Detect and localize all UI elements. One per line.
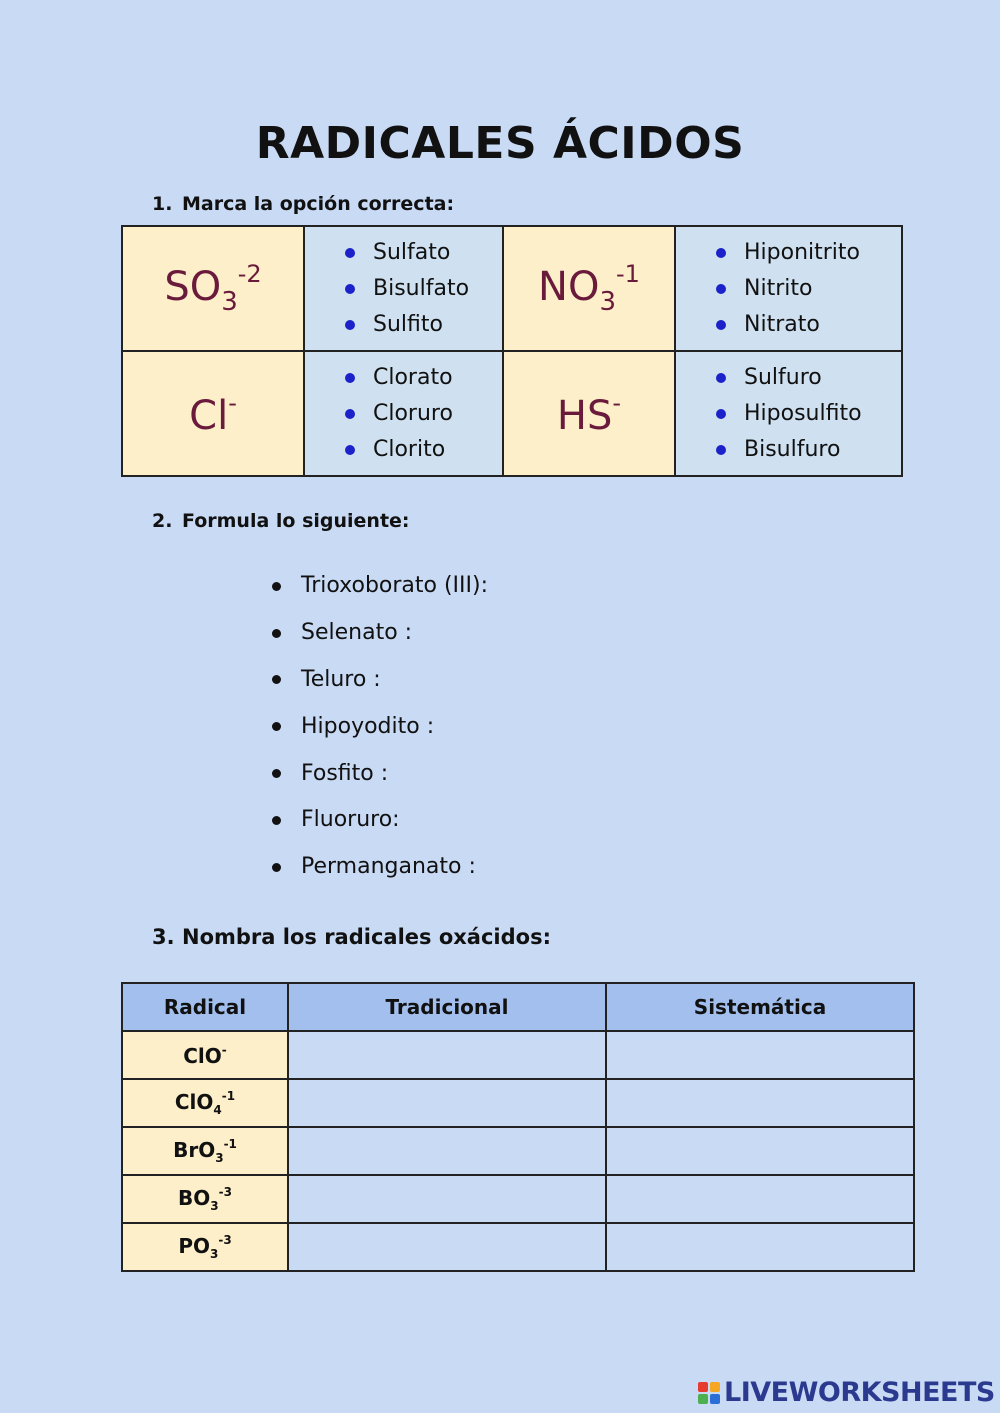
radical-subscript: 3: [215, 1151, 224, 1165]
option-label: Bisulfato: [373, 275, 470, 301]
bullet-icon: [345, 284, 355, 294]
bullet-icon: [272, 863, 281, 872]
item-label: Hipoyodito :: [301, 713, 435, 739]
item-label: Permanganato :: [301, 854, 476, 880]
option-item[interactable]: [345, 307, 502, 343]
formula-cell: [122, 351, 304, 476]
question-1-heading: [152, 193, 454, 215]
formula-subscript: 3: [599, 287, 616, 317]
table-row: [122, 1079, 914, 1127]
bullet-icon: [716, 373, 726, 383]
option-item[interactable]: [716, 432, 901, 468]
item-label: Fluoruro:: [301, 807, 400, 833]
option-item[interactable]: [716, 396, 901, 432]
column-header-tradicional: Tradicional: [288, 983, 606, 1031]
radical-charge: -1: [223, 1137, 237, 1151]
answer-cell-sistematica[interactable]: [606, 1031, 914, 1079]
radical-charge: -1: [221, 1089, 236, 1103]
bullet-icon: [716, 320, 726, 330]
bullet-icon: [345, 409, 355, 419]
option-item[interactable]: [345, 432, 502, 468]
option-item[interactable]: [345, 235, 502, 271]
option-label: Nitrato: [744, 311, 820, 337]
option-item[interactable]: [716, 235, 901, 271]
question-text: Nombra los radicales oxácidos:: [182, 925, 551, 949]
answer-cell-tradicional[interactable]: [288, 1127, 606, 1175]
option-item[interactable]: [716, 360, 901, 396]
item-label: Trioxoborato (III):: [301, 573, 489, 599]
option-label: Sulfito: [373, 311, 443, 337]
bullet-icon: [272, 582, 281, 591]
option-label: Clorato: [373, 364, 453, 390]
option-label: Sulfato: [373, 239, 451, 265]
logo-mark-square: [710, 1394, 720, 1404]
radical-subscript: 3: [209, 1247, 219, 1261]
logo-text: LIVEWORKSHEETS: [724, 1377, 995, 1408]
option-label: Bisulfuro: [744, 436, 841, 462]
list-item: [272, 610, 488, 657]
formula-cell: [122, 226, 304, 351]
option-label: Cloruro: [373, 400, 453, 426]
formula-charge: -: [612, 388, 622, 417]
option-item[interactable]: [345, 396, 502, 432]
formula-base: SO: [164, 264, 222, 310]
question-3-heading: [152, 925, 551, 949]
logo-mark-icon: [698, 1382, 720, 1404]
option-label: Nitrito: [744, 275, 813, 301]
table-row: [122, 1223, 914, 1271]
radical-cell: [122, 1127, 288, 1175]
option-label: Sulfuro: [744, 364, 822, 390]
bullet-icon: [272, 816, 281, 825]
radical-subscript: 3: [210, 1199, 219, 1213]
question-3-table: [121, 982, 915, 1272]
formula-base: Cl: [189, 392, 229, 439]
logo-mark-square: [698, 1382, 708, 1392]
list-item: [272, 657, 488, 704]
answer-cell-sistematica[interactable]: [606, 1175, 914, 1223]
item-label: Fosfito :: [301, 760, 389, 786]
logo-mark-square: [698, 1394, 708, 1404]
options-cell: [304, 351, 503, 476]
option-item[interactable]: [345, 360, 502, 396]
item-label: Teluro :: [301, 666, 381, 692]
option-label: Hiposulfito: [744, 400, 862, 426]
page-title: RADICALES ÁCIDOS: [255, 118, 745, 169]
radical-cell: [122, 1031, 288, 1079]
radical-base: BrO: [173, 1138, 216, 1162]
radical-base: BO: [178, 1186, 211, 1210]
bullet-icon: [716, 284, 726, 294]
formula-charge: -1: [616, 260, 640, 288]
bullet-icon: [272, 769, 281, 778]
radical-cell: [122, 1223, 288, 1271]
bullet-icon: [716, 409, 726, 419]
question-1-grid: [121, 225, 903, 477]
logo-mark-square: [710, 1382, 720, 1392]
radical-charge: -3: [218, 1185, 232, 1199]
options-cell: [675, 226, 902, 351]
option-label: Clorito: [373, 436, 446, 462]
bullet-icon: [345, 320, 355, 330]
answer-cell-sistematica[interactable]: [606, 1127, 914, 1175]
option-item[interactable]: [716, 307, 901, 343]
answer-cell-sistematica[interactable]: [606, 1079, 914, 1127]
list-item: [272, 797, 488, 844]
formula-cell: [503, 226, 675, 351]
question-text: Marca la opción correcta:: [182, 193, 455, 215]
list-item: [272, 563, 488, 610]
formula-charge: -2: [237, 260, 262, 288]
question-number: 3.: [152, 925, 175, 949]
radical-charge: -3: [218, 1233, 232, 1247]
column-header-radical: Radical: [122, 983, 288, 1031]
options-cell: [675, 351, 902, 476]
table-row: [122, 1175, 914, 1223]
options-cell: [304, 226, 503, 351]
radical-base: ClO: [174, 1090, 214, 1114]
liveworksheets-logo[interactable]: [698, 1377, 995, 1408]
radical-base: ClO: [183, 1043, 222, 1068]
option-item[interactable]: [345, 271, 502, 307]
question-number: 1.: [152, 193, 173, 215]
column-header-sistematica: Sistemática: [606, 983, 914, 1031]
answer-cell-tradicional[interactable]: [288, 1031, 606, 1079]
bullet-icon: [272, 629, 281, 638]
radical-charge: -: [221, 1042, 227, 1057]
formula-subscript: 3: [221, 287, 238, 317]
option-item[interactable]: [716, 271, 901, 307]
bullet-icon: [345, 373, 355, 383]
formula-charge: -: [228, 388, 237, 417]
question-number: 2.: [152, 510, 173, 532]
bullet-icon: [716, 248, 726, 258]
bullet-icon: [345, 248, 355, 258]
answer-cell-tradicional[interactable]: [288, 1175, 606, 1223]
formula-base: NO: [538, 264, 600, 310]
question-2-heading: [152, 510, 410, 532]
table-row: [122, 1127, 914, 1175]
option-label: Hiponitrito: [744, 239, 861, 265]
question-text: Formula lo siguiente:: [182, 510, 410, 532]
list-item: [272, 703, 488, 750]
radical-subscript: 4: [213, 1103, 222, 1117]
answer-cell-sistematica[interactable]: [606, 1223, 914, 1271]
bullet-icon: [272, 675, 281, 684]
table-row: [122, 1031, 914, 1079]
answer-cell-tradicional[interactable]: [288, 1223, 606, 1271]
bullet-icon: [345, 445, 355, 455]
radical-base: PO: [178, 1234, 210, 1258]
question-2-list: [272, 563, 488, 891]
radical-cell: [122, 1079, 288, 1127]
list-item: [272, 750, 488, 797]
bullet-icon: [716, 445, 726, 455]
answer-cell-tradicional[interactable]: [288, 1079, 606, 1127]
formula-base: HS: [556, 392, 613, 439]
list-item: [272, 844, 488, 891]
bullet-icon: [272, 722, 281, 731]
item-label: Selenato :: [301, 620, 413, 646]
formula-cell: [503, 351, 675, 476]
radical-cell: [122, 1175, 288, 1223]
